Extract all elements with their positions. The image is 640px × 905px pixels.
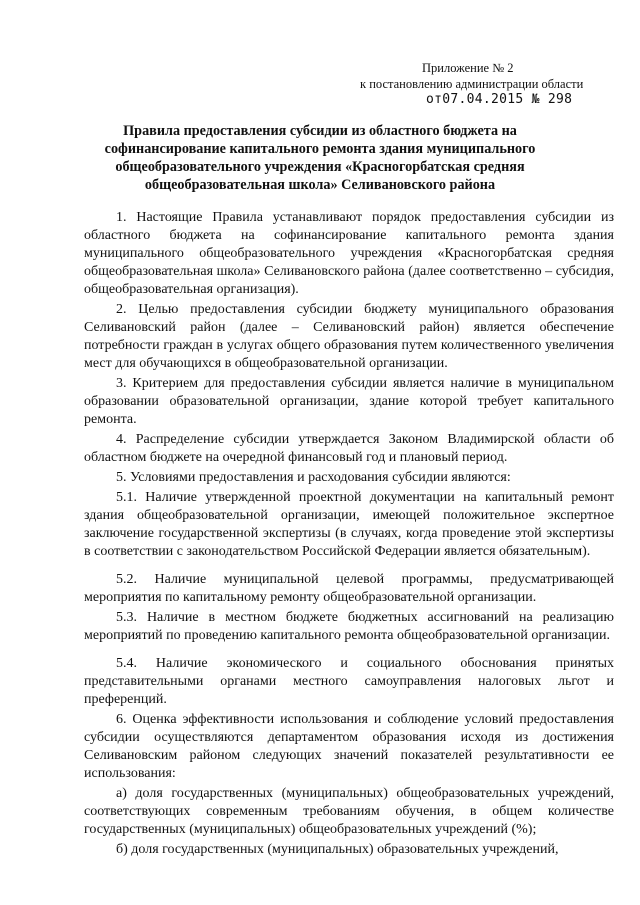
paragraph-5-4: 5.4. Наличие экономического и социального обоснования принятых представительными органами местного самоуправления налоговых льгот и преференций. <box>84 656 614 707</box>
paragraph-5-3: 5.3. Наличие в местном бюджете бюджетных ассигнований на реализацию мероприятий по проведению капитального ремонта общеобразовательной организации. <box>84 610 614 643</box>
paragraph-1: 1. Настоящие Правила устанавливают порядок предоставления субсидии из областного бюджета на софинансирование капитального ремонта здания муниципального общеобразовательного учреждения «Красногорбатская средняя общеобразовательная школа» Селивановского района (далее соответственно – субсидия, общеобразовательная организация). <box>84 210 614 297</box>
appendix-header <box>360 60 600 108</box>
appendix-number: Приложение № 2 <box>422 61 514 75</box>
appendix-reference: к постановлению администрации области <box>360 77 584 91</box>
paragraph-3: 3. Критерием для предоставления субсидии является наличие в муниципальном образовании образовательной организации, здание которой требует капитального ремонта. <box>84 376 614 427</box>
appendix-date-number: от07.04.2015 № 298 <box>426 92 573 107</box>
paragraph-4: 4. Распределение субсидии утверждается Законом Владимирской области об областном бюджете на очередной финансовый год и плановый период. <box>84 432 614 465</box>
document-title: Правила предоставления субсидии из областного бюджета на софинансирование капитального ремонта здания муниципального общеобразовательного учреждения «Красногорбатская средняя общеобразовательная школа» Селивановского района <box>104 123 536 193</box>
paragraph-6: 6. Оценка эффективности использования и соблюдение условий предоставления субсидии осуществляются департаментом образования исходя из достижения Селивановским районом следующих значений показателей результативности ее использования: <box>84 712 614 781</box>
paragraph-5: 5. Условиями предоставления и расходования субсидии являются: <box>116 470 511 485</box>
paragraph-6-a: а) доля государственных (муниципальных) общеобразовательных учреждений, соответствующих современным требованиям обучения, в общем количестве государственных (муниципальных) общеобразовательных учреждений (%); <box>84 786 614 837</box>
document-body <box>84 209 614 859</box>
paragraph-5-2: 5.2. Наличие муниципальной целевой программы, предусматривающей мероприятия по капитальному ремонту общеобразовательной организации. <box>84 572 614 605</box>
paragraph-2: 2. Целью предоставления субсидии бюджету муниципального образования Селивановский район (далее – Селивановский район) является обеспечение потребности граждан в услугах общего образования путем количественного увеличения мест для обучающихся в общеобразовательной организации. <box>84 302 614 371</box>
paragraph-5-1: 5.1. Наличие утвержденной проектной документации на капитальный ремонт здания общеобразовательной организации, имеющей положительное экспертное заключение государственной экспертизы (в случаях, когда проведение этой экспертизы в соответствии с законодательством Российской Федерации является обязательным). <box>84 490 614 559</box>
paragraph-6-b: б) доля государственных (муниципальных) образовательных учреждений, <box>116 842 559 857</box>
